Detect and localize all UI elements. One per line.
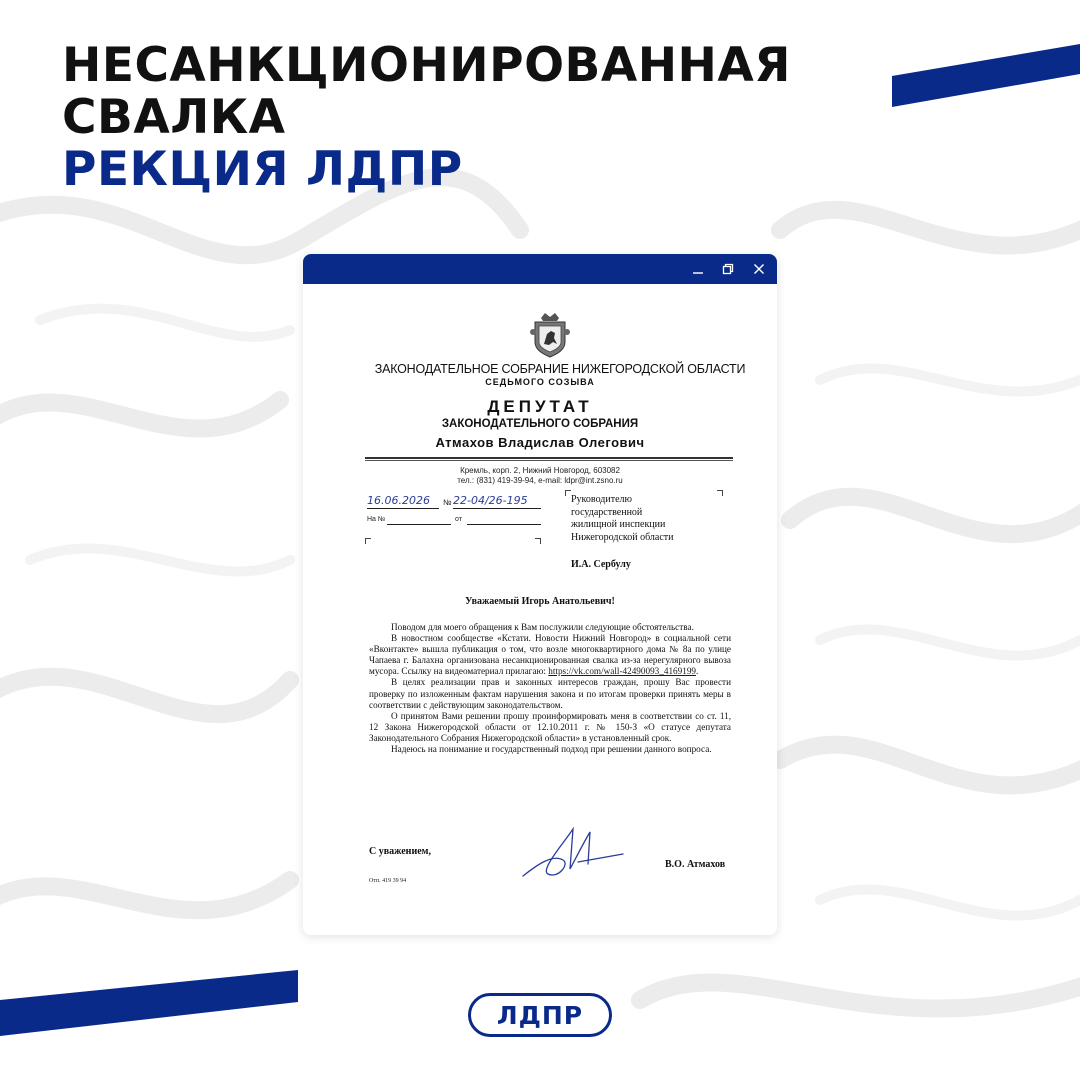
recipient-line: жилищной инспекции bbox=[571, 519, 666, 530]
from-underline bbox=[467, 524, 541, 525]
letter-document bbox=[303, 284, 777, 935]
video-link[interactable]: https://vk.com/wall-42490093_4169199 bbox=[548, 666, 697, 677]
registration-date: 16.06.2026 bbox=[367, 494, 430, 507]
paragraph: Надеюсь на понимание и государственный подход при решении данного вопроса. bbox=[391, 744, 712, 755]
coat-of-arms-icon bbox=[529, 312, 571, 358]
ldpr-logo bbox=[468, 993, 612, 1037]
reference-label: На № bbox=[367, 516, 386, 523]
registration-number: 22-04/26-195 bbox=[453, 494, 528, 507]
closing: С уважением, bbox=[369, 846, 431, 857]
close-icon[interactable] bbox=[744, 254, 774, 284]
corner-mark bbox=[535, 538, 541, 544]
recipient-line: Руководителю bbox=[571, 494, 632, 505]
recipient-name: И.А. Сербулу bbox=[571, 559, 631, 570]
bottom-left-stripe bbox=[0, 970, 298, 1036]
window-titlebar bbox=[303, 254, 777, 284]
headline bbox=[62, 40, 791, 196]
greeting: Уважаемый Игорь Анатольевич! bbox=[465, 596, 615, 607]
ldpr-logo-text: ЛДПР bbox=[496, 1000, 584, 1030]
headline-line-2: СВАЛКА bbox=[62, 90, 286, 145]
deputy-title: ДЕПУТАТ bbox=[487, 397, 593, 416]
letterhead-rule-thin bbox=[365, 460, 733, 461]
paragraph: Поводом для моего обращения к Вам послужили следующие обстоятельства. bbox=[391, 622, 694, 632]
letterhead-rule bbox=[365, 457, 733, 459]
minimize-icon[interactable] bbox=[683, 254, 713, 284]
paragraph: О принятом Вами решении прошу проинформировать меня в соответствии со ст. 11, 12 Закона Нижегородской области от 12.10.2011 г. № 150-З «О статусе депутата Законодательного Собрания Нижегородской области» в установленный срок. bbox=[369, 710, 731, 743]
recipient-line: государственной bbox=[571, 506, 643, 518]
corner-mark bbox=[717, 490, 723, 496]
phone-note: Отп. 419 39 94 bbox=[369, 878, 407, 884]
from-label: от bbox=[455, 516, 462, 523]
paragraph: В новостном сообществе «Кстати. Новости Нижний Новгород» в социальной сети «Вконтакте» вышла публикация о том, что возле многоквартирного дома № 8а по улице Чапаева г. Балахна организована несанкционированная свалка из-за нерегулярного вывоза мусора. Ссылку на видеоматериал прилагаю: https://vk.com/wall-42490093_4169199. bbox=[369, 633, 731, 677]
number-underline bbox=[453, 508, 541, 509]
headline-line-3: РЕКЦИЯ ЛДПР bbox=[62, 142, 463, 197]
headline-line-1: НЕСАНКЦИОНИРОВАННАЯ bbox=[62, 38, 791, 93]
recipient-block bbox=[571, 494, 674, 544]
letter-body bbox=[369, 622, 731, 755]
paragraph: В целях реализации прав и законных интересов граждан, прошу Вас провести проверку по изложенным фактам нарушения закона и по итогам проверки принять меры в соответствии с действующим законодательством. bbox=[369, 677, 731, 710]
address: Кремль, корп. 2, Нижний Новгород, 603082 bbox=[460, 466, 620, 475]
deputy-name: Атмахов Владислав Олегович bbox=[435, 435, 645, 450]
org-name: ЗАКОНОДАТЕЛЬНОЕ СОБРАНИЕ НИЖЕГОРОДСКОЙ ОБЛАСТИ bbox=[374, 362, 746, 376]
deputy-subtitle: ЗАКОНОДАТЕЛЬНОГО СОБРАНИЯ bbox=[441, 418, 639, 430]
signer-name: В.О. Атмахов bbox=[665, 859, 726, 870]
registration-number-label: № bbox=[443, 498, 452, 507]
reference-underline bbox=[387, 524, 451, 525]
date-underline bbox=[367, 508, 439, 509]
recipient-line: Нижегородской области bbox=[571, 531, 674, 543]
signature-icon bbox=[518, 824, 628, 884]
corner-mark bbox=[365, 538, 371, 544]
restore-icon[interactable] bbox=[713, 254, 743, 284]
convocation: СЕДЬМОГО СОЗЫВА bbox=[485, 377, 595, 387]
document-window bbox=[303, 254, 777, 935]
top-right-stripe bbox=[892, 44, 1080, 108]
contacts: тел.: (831) 419-39-94, e-mail: ldpr@int.zsno.ru bbox=[457, 476, 623, 485]
